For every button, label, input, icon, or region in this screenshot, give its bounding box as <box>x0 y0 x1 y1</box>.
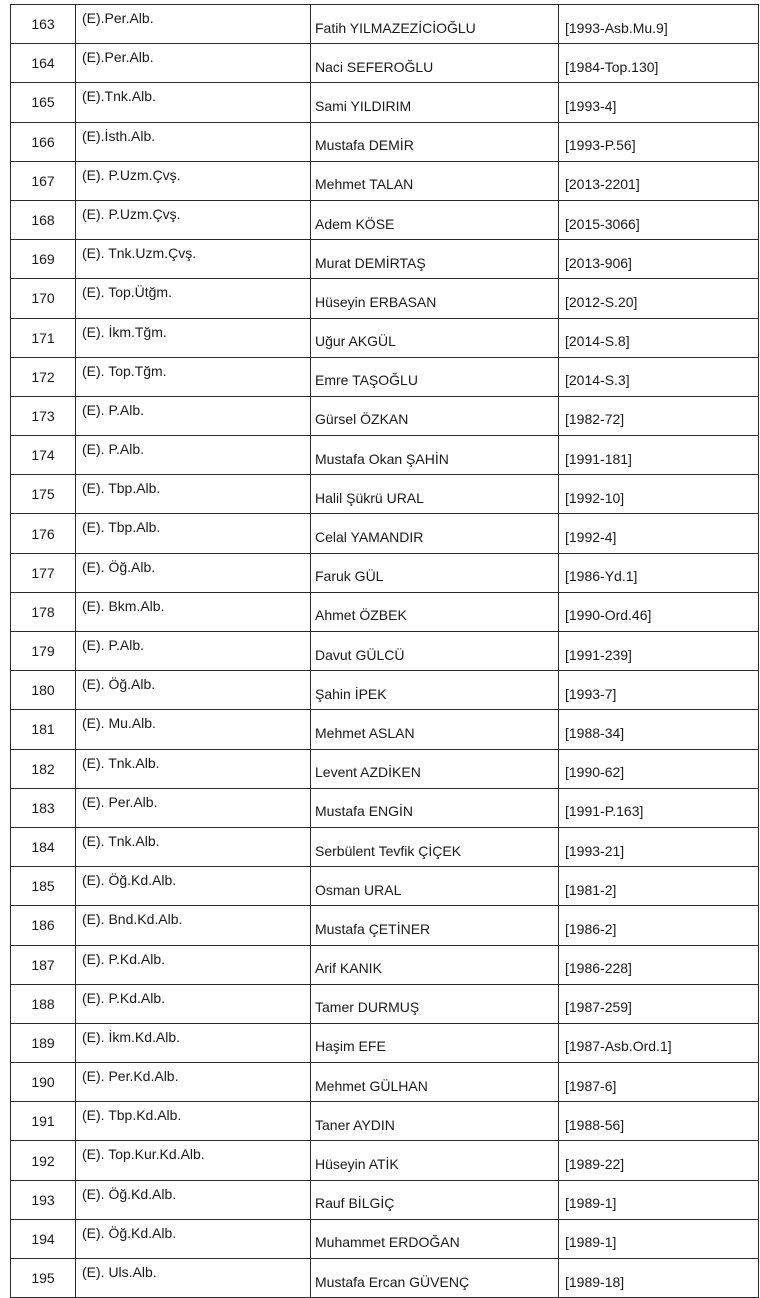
rank-cell: (E). Top.Tğm. <box>76 357 311 396</box>
row-number: 191 <box>11 1102 76 1141</box>
registry-cell: [1986-228] <box>559 945 759 984</box>
row-number: 179 <box>11 632 76 671</box>
registry-cell: [2015-3066] <box>559 200 759 239</box>
name-cell: Serbülent Tevfik ÇİÇEK <box>311 827 559 866</box>
rank-cell: (E).Tnk.Alb. <box>76 83 311 122</box>
registry-cell: [1993-P.56] <box>559 122 759 161</box>
personnel-table <box>10 4 759 1298</box>
registry-cell: [2014-S.3] <box>559 357 759 396</box>
row-number: 194 <box>11 1219 76 1258</box>
registry-cell: [2014-S.8] <box>559 318 759 357</box>
name-cell: Osman URAL <box>311 867 559 906</box>
table-row <box>11 592 759 631</box>
registry-cell: [1986-2] <box>559 906 759 945</box>
registry-cell: [1989-1] <box>559 1180 759 1219</box>
name-cell: Davut GÜLCÜ <box>311 632 559 671</box>
rank-cell: (E). Öğ.Kd.Alb. <box>76 867 311 906</box>
rank-cell: (E). P.Kd.Alb. <box>76 984 311 1023</box>
rank-cell: (E). P.Alb. <box>76 632 311 671</box>
registry-cell: [1989-22] <box>559 1141 759 1180</box>
table-row <box>11 514 759 553</box>
table-row <box>11 1259 759 1298</box>
registry-cell: [1993-7] <box>559 671 759 710</box>
name-cell: Mustafa ÇETİNER <box>311 906 559 945</box>
table-row <box>11 436 759 475</box>
name-cell: Gürsel ÖZKAN <box>311 396 559 435</box>
row-number: 170 <box>11 279 76 318</box>
name-cell: Hüseyin ATİK <box>311 1141 559 1180</box>
rank-cell: (E). Tnk.Uzm.Çvş. <box>76 240 311 279</box>
registry-cell: [1981-2] <box>559 867 759 906</box>
row-number: 195 <box>11 1259 76 1298</box>
name-cell: Mustafa ENGİN <box>311 788 559 827</box>
registry-cell: [2012-S.20] <box>559 279 759 318</box>
registry-cell: [1987-6] <box>559 1063 759 1102</box>
registry-cell: [1992-10] <box>559 475 759 514</box>
document-page <box>10 4 758 1298</box>
name-cell: Murat DEMİRTAŞ <box>311 240 559 279</box>
row-number: 193 <box>11 1180 76 1219</box>
row-number: 188 <box>11 984 76 1023</box>
registry-cell: [2013-906] <box>559 240 759 279</box>
table-row <box>11 5 759 44</box>
name-cell: Mehmet TALAN <box>311 161 559 200</box>
row-number: 189 <box>11 1023 76 1062</box>
name-cell: Emre TAŞOĞLU <box>311 357 559 396</box>
registry-cell: [1988-34] <box>559 710 759 749</box>
registry-cell: [1988-56] <box>559 1102 759 1141</box>
rank-cell: (E). Mu.Alb. <box>76 710 311 749</box>
table-row <box>11 1180 759 1219</box>
rank-cell: (E). İkm.Tğm. <box>76 318 311 357</box>
name-cell: Faruk GÜL <box>311 553 559 592</box>
table-row <box>11 749 759 788</box>
rank-cell: (E). Bkm.Alb. <box>76 592 311 631</box>
row-number: 192 <box>11 1141 76 1180</box>
table-row <box>11 827 759 866</box>
table-row <box>11 1063 759 1102</box>
rank-cell: (E). Tbp.Alb. <box>76 514 311 553</box>
name-cell: Mehmet GÜLHAN <box>311 1063 559 1102</box>
name-cell: Mustafa Ercan GÜVENÇ <box>311 1259 559 1298</box>
table-row <box>11 475 759 514</box>
name-cell: Şahin İPEK <box>311 671 559 710</box>
table-row <box>11 984 759 1023</box>
registry-cell: [1990-Ord.46] <box>559 592 759 631</box>
name-cell: Tamer DURMUŞ <box>311 984 559 1023</box>
row-number: 190 <box>11 1063 76 1102</box>
rank-cell: (E). P.Alb. <box>76 396 311 435</box>
row-number: 171 <box>11 318 76 357</box>
row-number: 176 <box>11 514 76 553</box>
registry-cell: [1993-4] <box>559 83 759 122</box>
row-number: 173 <box>11 396 76 435</box>
registry-cell: [1993-21] <box>559 827 759 866</box>
row-number: 178 <box>11 592 76 631</box>
name-cell: Muhammet ERDOĞAN <box>311 1219 559 1258</box>
row-number: 169 <box>11 240 76 279</box>
rank-cell: (E). Öğ.Alb. <box>76 671 311 710</box>
name-cell: Rauf BİLGİÇ <box>311 1180 559 1219</box>
row-number: 167 <box>11 161 76 200</box>
rank-cell: (E). Bnd.Kd.Alb. <box>76 906 311 945</box>
table-row <box>11 945 759 984</box>
rank-cell: (E).İsth.Alb. <box>76 122 311 161</box>
rank-cell: (E). Öğ.Kd.Alb. <box>76 1180 311 1219</box>
rank-cell: (E). Tbp.Alb. <box>76 475 311 514</box>
row-number: 165 <box>11 83 76 122</box>
name-cell: Celal YAMANDIR <box>311 514 559 553</box>
registry-cell: [1991-181] <box>559 436 759 475</box>
name-cell: Naci SEFEROĞLU <box>311 44 559 83</box>
row-number: 177 <box>11 553 76 592</box>
table-row <box>11 240 759 279</box>
name-cell: Mehmet ASLAN <box>311 710 559 749</box>
name-cell: Fatih YILMAZEZİCİOĞLU <box>311 5 559 44</box>
table-row <box>11 1023 759 1062</box>
row-number: 184 <box>11 827 76 866</box>
rank-cell: (E). Uls.Alb. <box>76 1259 311 1298</box>
rank-cell: (E). Öğ.Kd.Alb. <box>76 1219 311 1258</box>
registry-cell: [2013-2201] <box>559 161 759 200</box>
row-number: 175 <box>11 475 76 514</box>
registry-cell: [1992-4] <box>559 514 759 553</box>
row-number: 182 <box>11 749 76 788</box>
registry-cell: [1989-1] <box>559 1219 759 1258</box>
rank-cell: (E). P.Uzm.Çvş. <box>76 200 311 239</box>
row-number: 185 <box>11 867 76 906</box>
registry-cell: [1993-Asb.Mu.9] <box>559 5 759 44</box>
row-number: 183 <box>11 788 76 827</box>
registry-cell: [1982-72] <box>559 396 759 435</box>
registry-cell: [1986-Yd.1] <box>559 553 759 592</box>
name-cell: Uğur AKGÜL <box>311 318 559 357</box>
registry-cell: [1987-Asb.Ord.1] <box>559 1023 759 1062</box>
table-row <box>11 357 759 396</box>
table-row <box>11 1102 759 1141</box>
table-row <box>11 161 759 200</box>
name-cell: Mustafa Okan ŞAHİN <box>311 436 559 475</box>
rank-cell: (E). Top.Ütğm. <box>76 279 311 318</box>
table-row <box>11 788 759 827</box>
name-cell: Taner AYDIN <box>311 1102 559 1141</box>
name-cell: Ahmet ÖZBEK <box>311 592 559 631</box>
registry-cell: [1984-Top.130] <box>559 44 759 83</box>
table-body <box>11 5 759 1298</box>
rank-cell: (E).Per.Alb. <box>76 44 311 83</box>
rank-cell: (E). Tnk.Alb. <box>76 827 311 866</box>
registry-cell: [1990-62] <box>559 749 759 788</box>
rank-cell: (E). Top.Kur.Kd.Alb. <box>76 1141 311 1180</box>
registry-cell: [1987-259] <box>559 984 759 1023</box>
registry-cell: [1989-18] <box>559 1259 759 1298</box>
registry-cell: [1991-239] <box>559 632 759 671</box>
name-cell: Arif KANIK <box>311 945 559 984</box>
row-number: 172 <box>11 357 76 396</box>
row-number: 164 <box>11 44 76 83</box>
table-row <box>11 200 759 239</box>
row-number: 166 <box>11 122 76 161</box>
table-row <box>11 632 759 671</box>
rank-cell: (E). İkm.Kd.Alb. <box>76 1023 311 1062</box>
table-row <box>11 44 759 83</box>
rank-cell: (E). P.Kd.Alb. <box>76 945 311 984</box>
table-row <box>11 906 759 945</box>
rank-cell: (E). Öğ.Alb. <box>76 553 311 592</box>
name-cell: Sami YILDIRIM <box>311 83 559 122</box>
name-cell: Mustafa DEMİR <box>311 122 559 161</box>
rank-cell: (E). Per.Alb. <box>76 788 311 827</box>
registry-cell: [1991-P.163] <box>559 788 759 827</box>
rank-cell: (E). P.Uzm.Çvş. <box>76 161 311 200</box>
table-row <box>11 122 759 161</box>
row-number: 163 <box>11 5 76 44</box>
rank-cell: (E). Per.Kd.Alb. <box>76 1063 311 1102</box>
table-row <box>11 553 759 592</box>
rank-cell: (E). P.Alb. <box>76 436 311 475</box>
table-row <box>11 396 759 435</box>
row-number: 174 <box>11 436 76 475</box>
name-cell: Adem KÖSE <box>311 200 559 239</box>
table-row <box>11 671 759 710</box>
rank-cell: (E).Per.Alb. <box>76 5 311 44</box>
table-row <box>11 710 759 749</box>
table-row <box>11 83 759 122</box>
table-row <box>11 1141 759 1180</box>
table-row <box>11 318 759 357</box>
name-cell: Halil Şükrü URAL <box>311 475 559 514</box>
row-number: 168 <box>11 200 76 239</box>
row-number: 181 <box>11 710 76 749</box>
name-cell: Levent AZDİKEN <box>311 749 559 788</box>
table-row <box>11 1219 759 1258</box>
name-cell: Haşim EFE <box>311 1023 559 1062</box>
row-number: 187 <box>11 945 76 984</box>
rank-cell: (E). Tnk.Alb. <box>76 749 311 788</box>
table-row <box>11 867 759 906</box>
rank-cell: (E). Tbp.Kd.Alb. <box>76 1102 311 1141</box>
row-number: 186 <box>11 906 76 945</box>
row-number: 180 <box>11 671 76 710</box>
name-cell: Hüseyin ERBASAN <box>311 279 559 318</box>
table-row <box>11 279 759 318</box>
